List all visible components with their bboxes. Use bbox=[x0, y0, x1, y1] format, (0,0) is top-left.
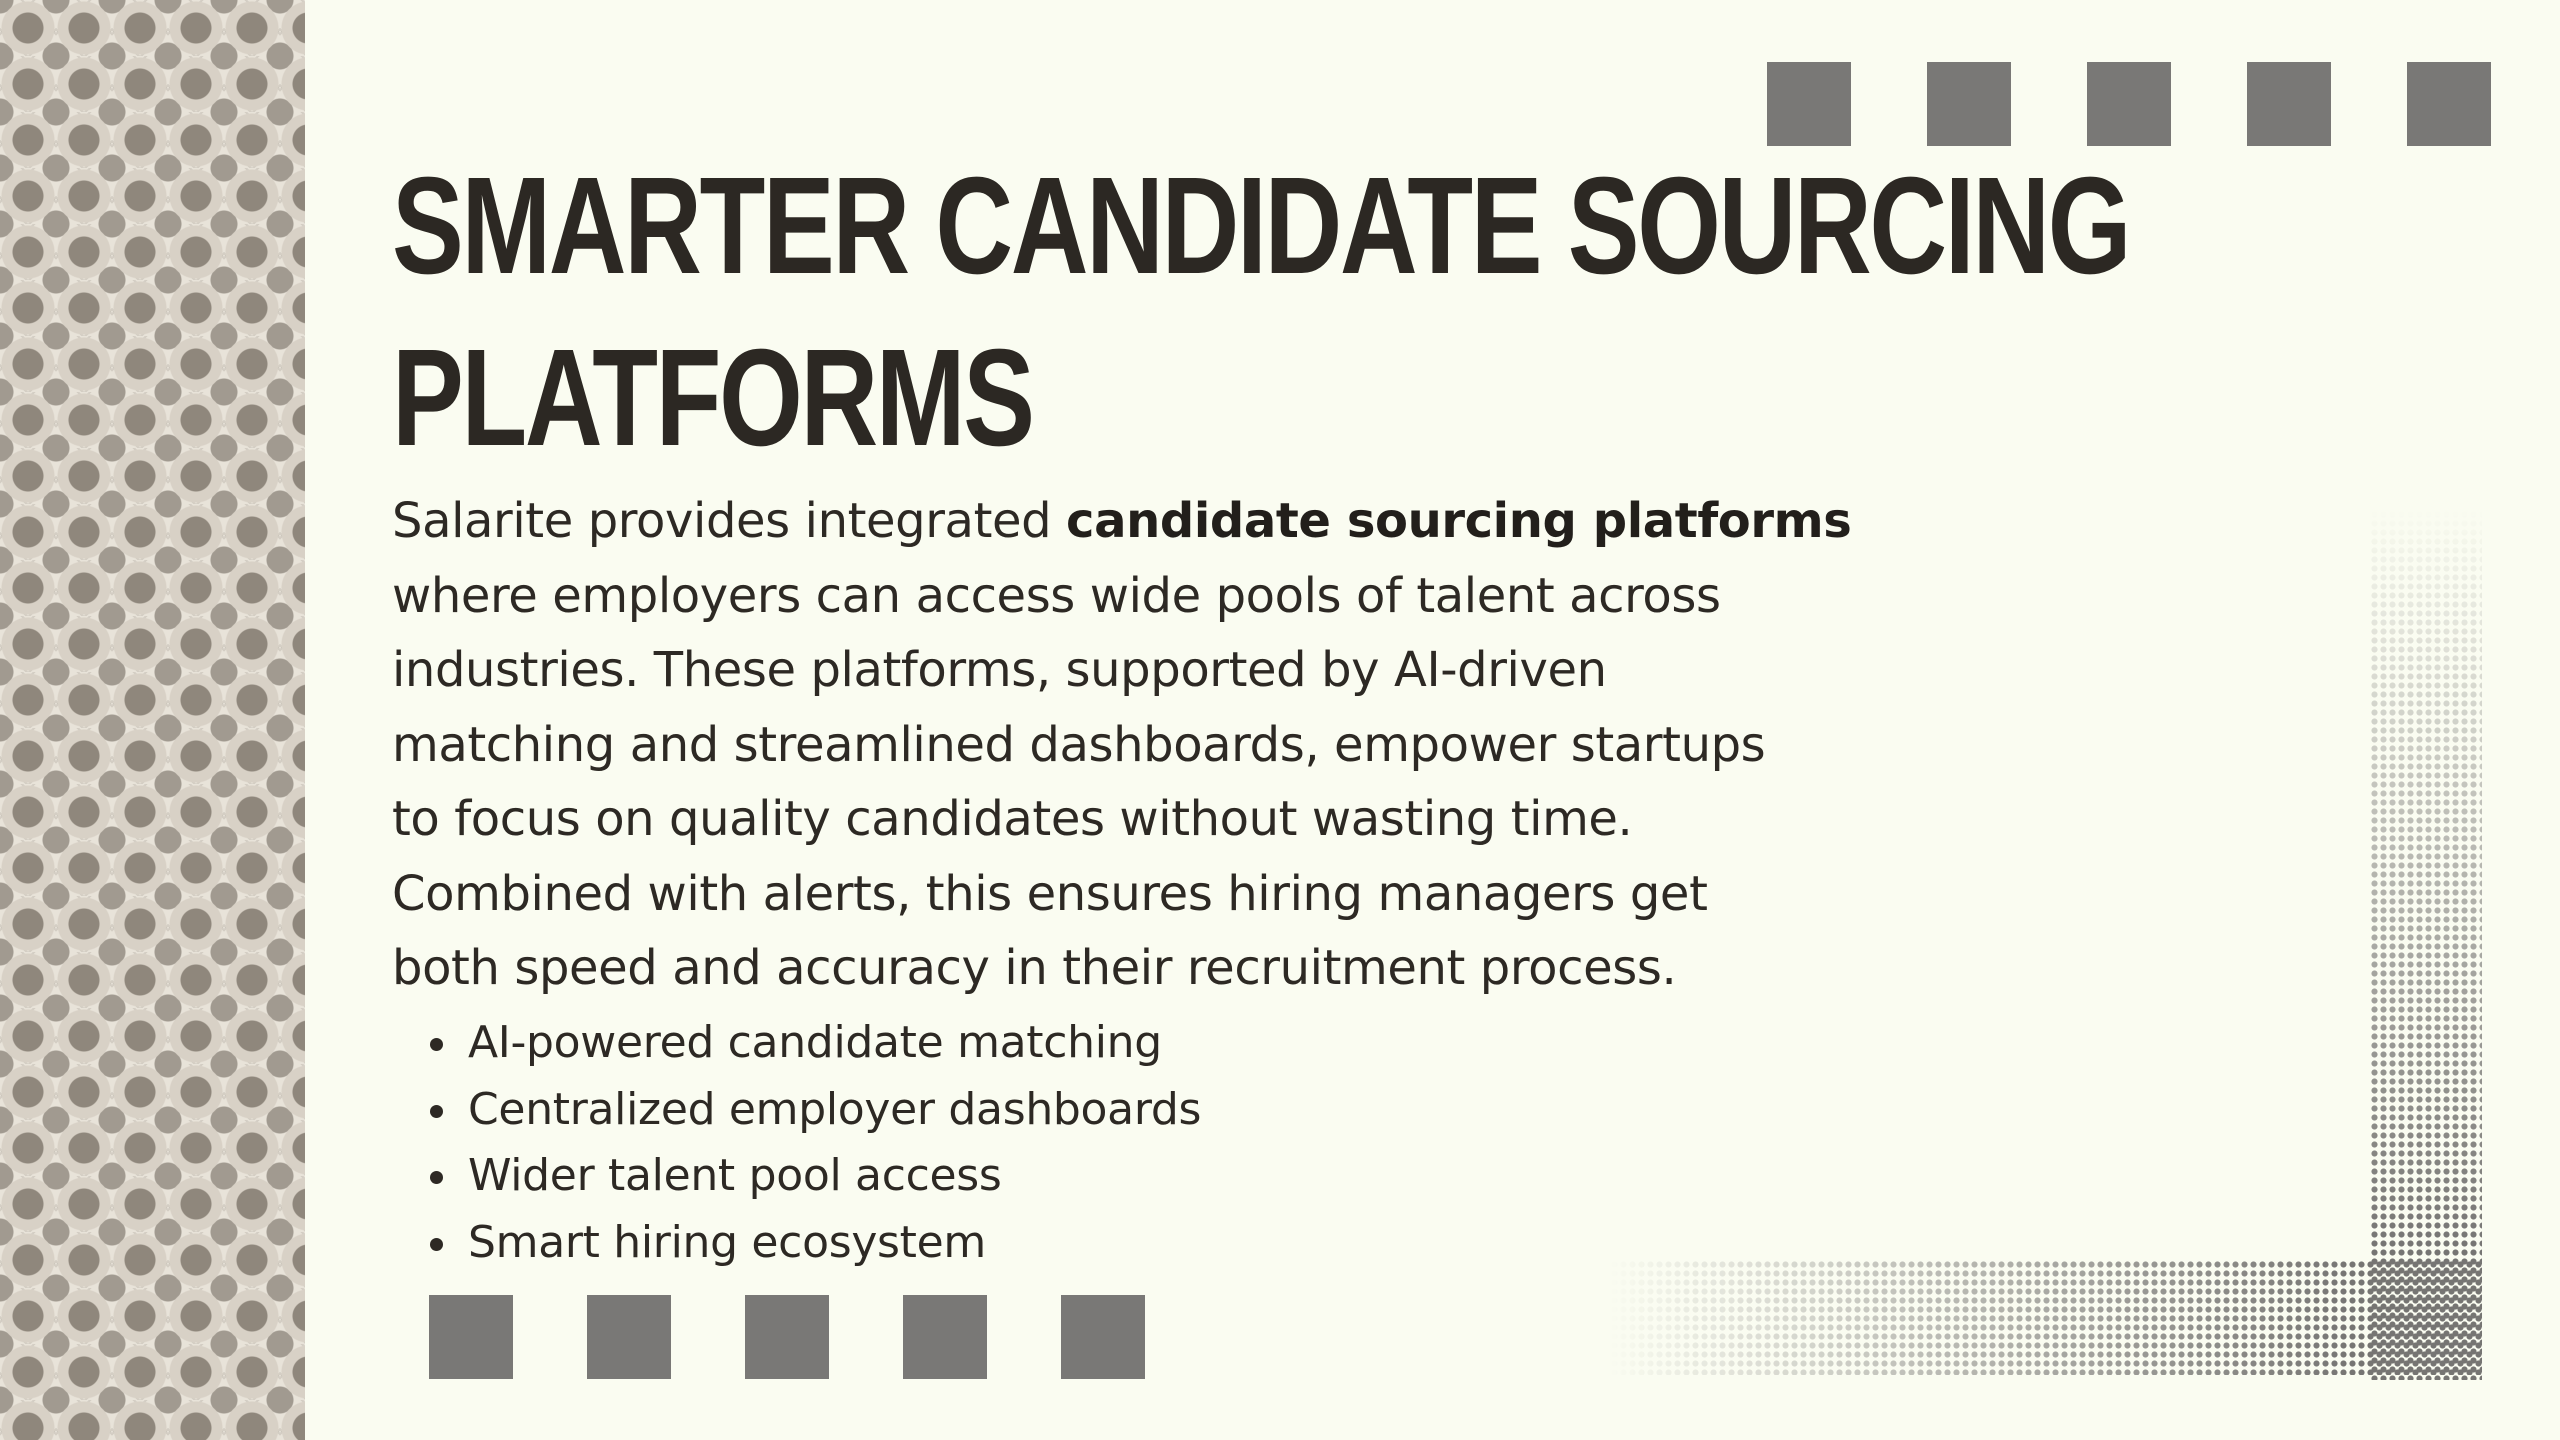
decorative-square bbox=[903, 1295, 987, 1379]
halftone-dots-horizontal bbox=[1610, 1260, 2482, 1375]
slide-title-line: SMARTER CANDIDATE SOURCING bbox=[392, 149, 2130, 303]
decorative-squares-bottom bbox=[429, 1295, 1145, 1379]
decorative-square bbox=[587, 1295, 671, 1379]
decorative-square bbox=[1927, 62, 2011, 146]
decorative-square bbox=[2087, 62, 2171, 146]
body-line: industries. These platforms, supported by AI-driven bbox=[392, 642, 1607, 698]
halftone-dots-vertical bbox=[2370, 510, 2482, 1380]
decorative-square bbox=[745, 1295, 829, 1379]
body-lead-text: Salarite provides integrated bbox=[392, 493, 1067, 549]
decorative-square bbox=[2407, 62, 2491, 146]
decorative-pattern-strip bbox=[0, 0, 305, 1440]
body-line: matching and streamlined dashboards, empower startups bbox=[392, 716, 1766, 773]
decorative-square bbox=[2247, 62, 2331, 146]
bullet-item: Smart hiring ecosystem bbox=[392, 1210, 1201, 1277]
body-line bbox=[392, 484, 1892, 559]
bullet-item: Wider talent pool access bbox=[392, 1143, 1201, 1210]
slide-title bbox=[392, 140, 2130, 484]
body-line: Combined with alerts, this ensures hiring managers get bbox=[392, 865, 1708, 922]
bullet-item: AI-powered candidate matching bbox=[392, 1010, 1201, 1077]
decorative-square bbox=[429, 1295, 513, 1379]
decorative-squares-top bbox=[1767, 62, 2491, 146]
feature-bullet-list bbox=[392, 1010, 1201, 1276]
bullet-item: Centralized employer dashboards bbox=[392, 1077, 1201, 1144]
slide-title-line: PLATFORMS bbox=[392, 321, 1033, 475]
body-paragraph bbox=[392, 484, 1892, 1006]
body-emphasis: candidate sourcing platforms bbox=[1066, 493, 1852, 549]
body-line: both speed and accuracy in their recruitment process. bbox=[392, 940, 1677, 996]
decorative-square bbox=[1061, 1295, 1145, 1379]
body-line: where employers can access wide pools of talent across bbox=[392, 567, 1721, 624]
decorative-square bbox=[1767, 62, 1851, 146]
body-line: to focus on quality candidates without wasting time. bbox=[392, 791, 1633, 847]
